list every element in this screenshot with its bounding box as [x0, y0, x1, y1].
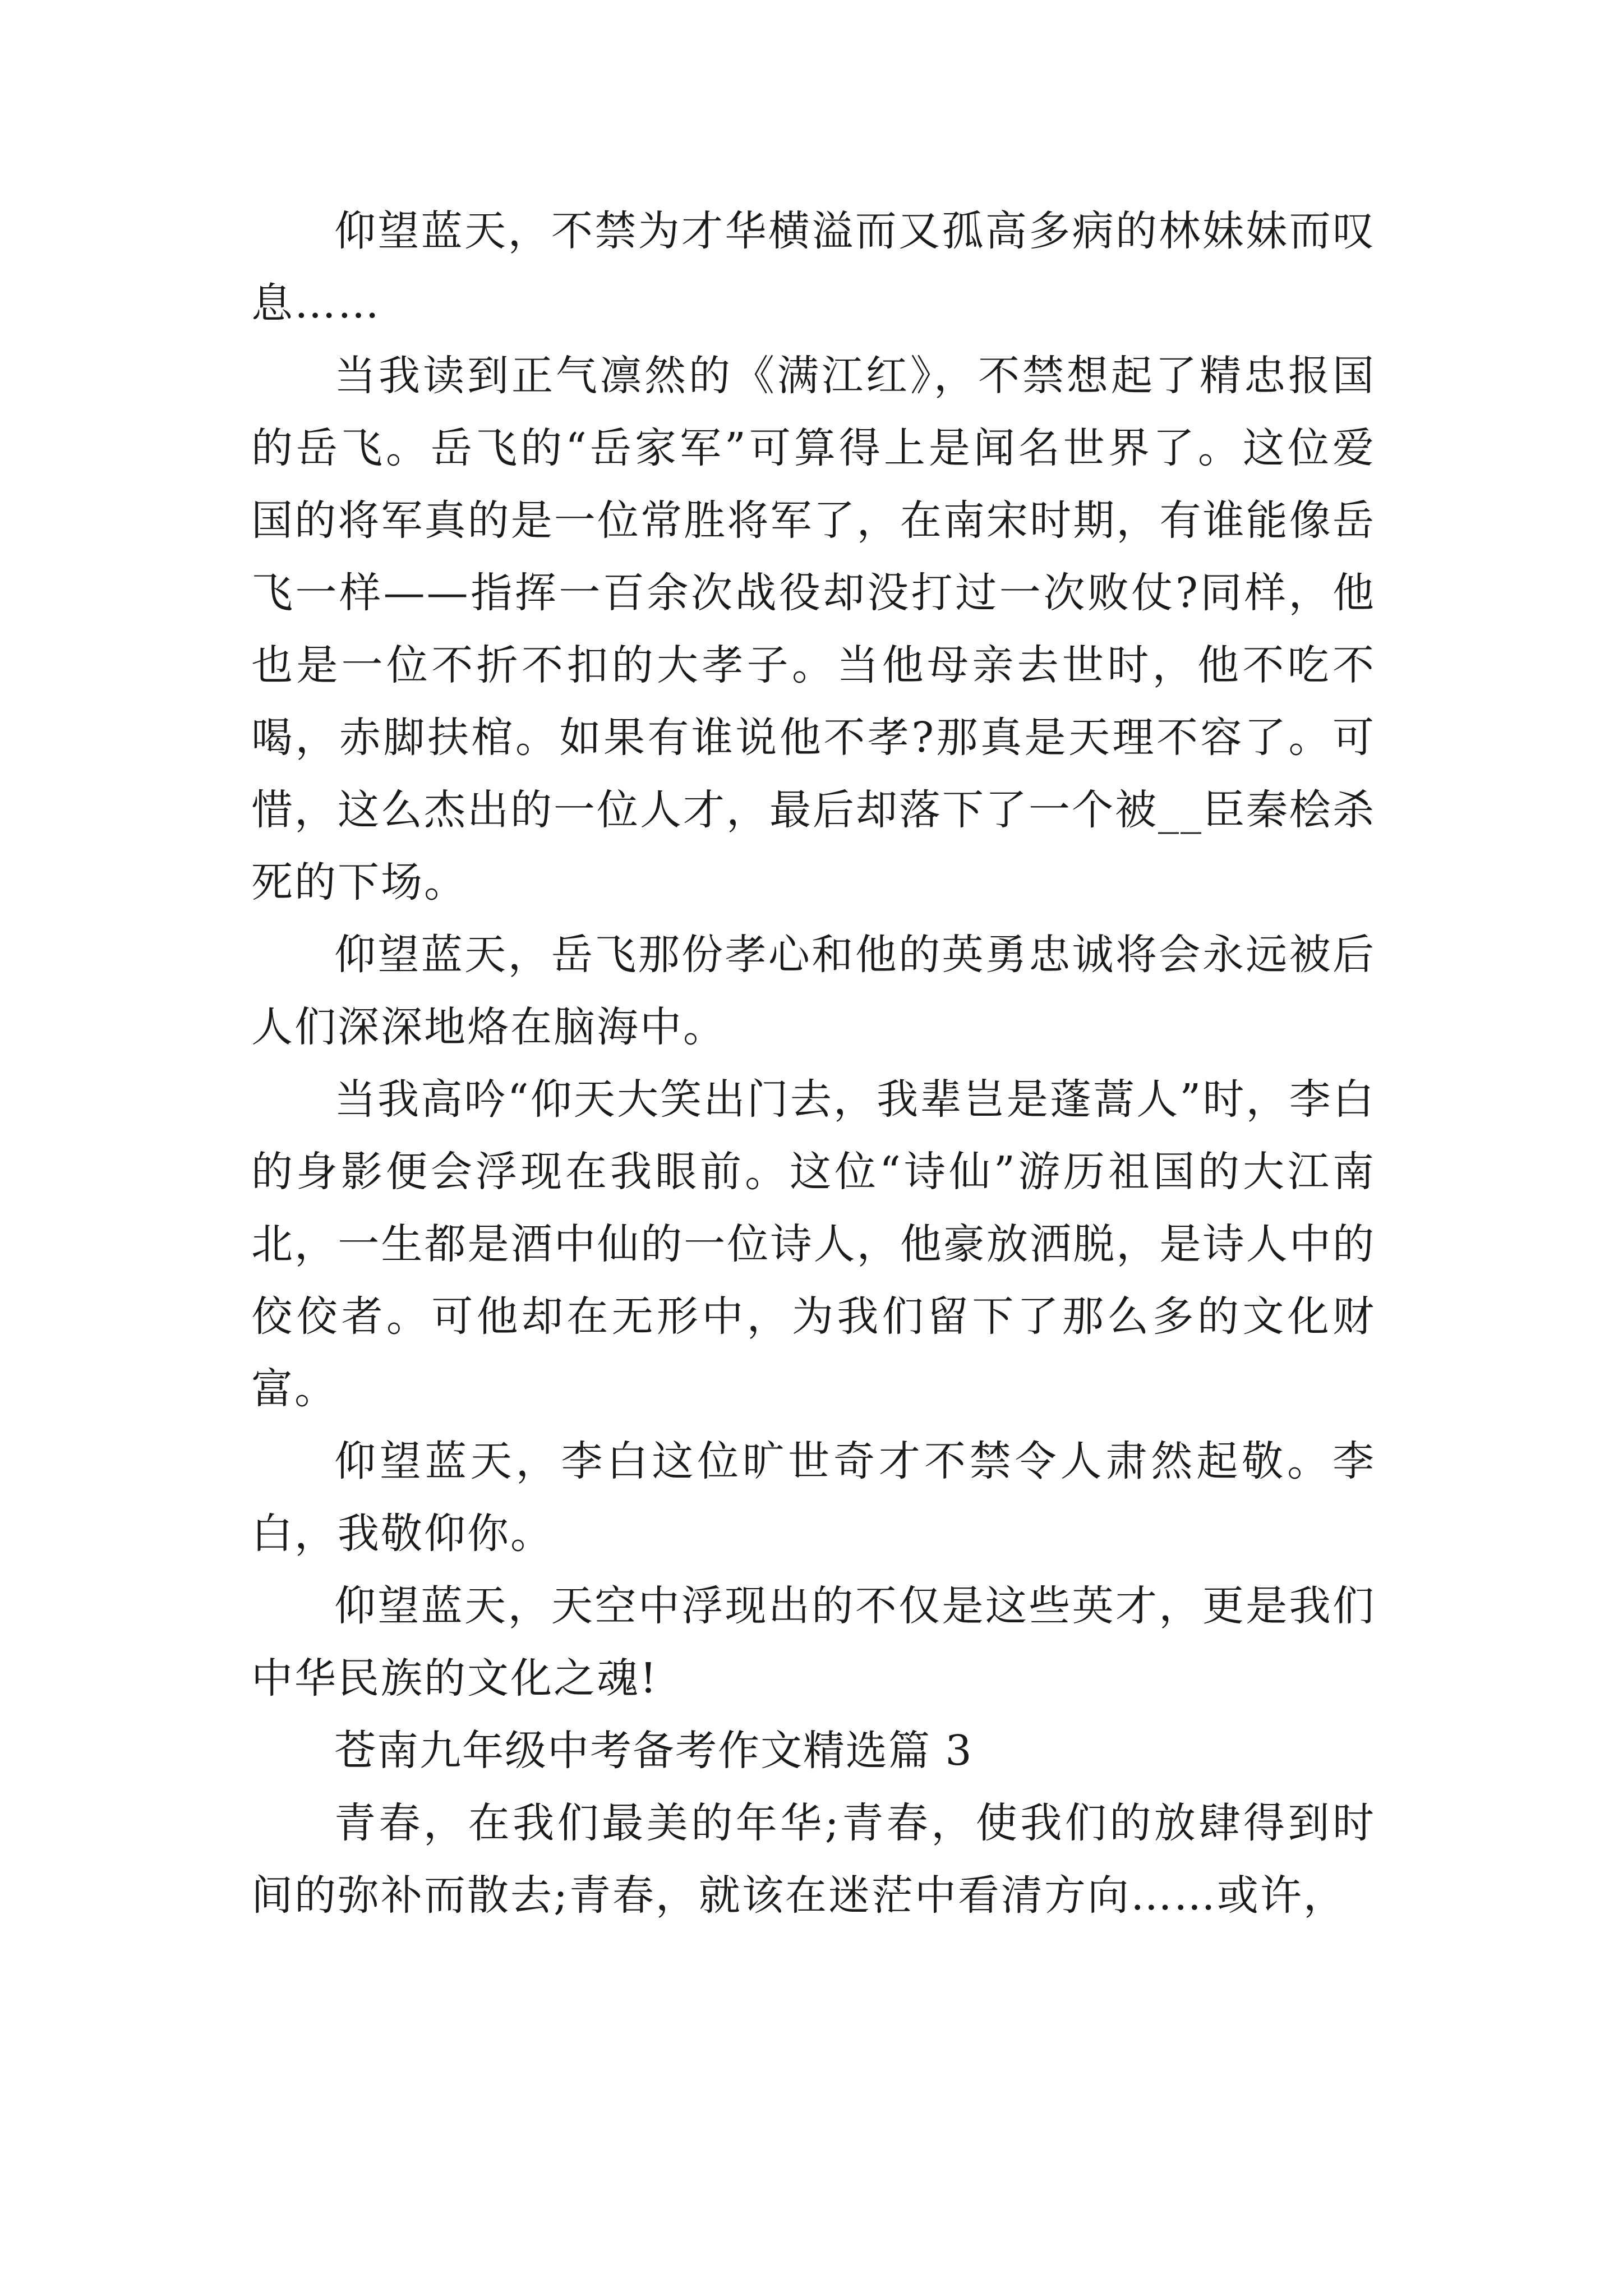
paragraph-4: 当我高吟“仰天大笑出门去，我辈岂是蓬蒿人”时，李白的身影便会浮现在我眼前。这位“诗仙”游历祖国的大江南北，一生都是酒中仙的一位诗人，他豪放洒脱，是诗人中的佼佼者。可他却在无形中，为我们留下了那么多的文化财富。 [251, 1075, 1376, 1413]
paragraph-3: 仰望蓝天，岳飞那份孝心和他的英勇忠诚将会永远被后人们深深地烙在脑海中。 [251, 931, 1376, 1051]
paragraph-1: 仰望蓝天，不禁为才华横溢而又孤高多病的林妹妹而叹息…… [251, 207, 1376, 328]
paragraph-7: 青春，在我们最美的年华;青春，使我们的放肆得到时间的弥补而散去;青春，就该在迷茫中看清方向……或许， [251, 1799, 1376, 1920]
paragraph-5: 仰望蓝天，李白这位旷世奇才不禁令人肃然起敬。李白，我敬仰你。 [251, 1437, 1376, 1558]
paragraph-2: 当我读到正气凛然的《满江红》，不禁想起了精忠报国的岳飞。岳飞的“岳家军”可算得上是闻名世界了。这位爱国的将军真的是一位常胜将军了，在南宋时期，有谁能像岳飞一样——指挥一百余次战役却没打过一次败仗?同样，他也是一位不折不扣的大孝子。当他母亲去世时，他不吃不喝，赤脚扶棺。如果有谁说他不孝?那真是天理不容了。可惜，这么杰出的一位人才，最后却落下了一个被__臣秦桧杀死的下场。 [251, 352, 1376, 907]
document-body [251, 195, 1376, 1932]
section-heading: 苍南九年级中考备考作文精选篇 3 [334, 1727, 973, 1775]
paragraph-6: 仰望蓝天，天空中浮现出的不仅是这些英才，更是我们中华民族的文化之魂! [251, 1582, 1376, 1703]
